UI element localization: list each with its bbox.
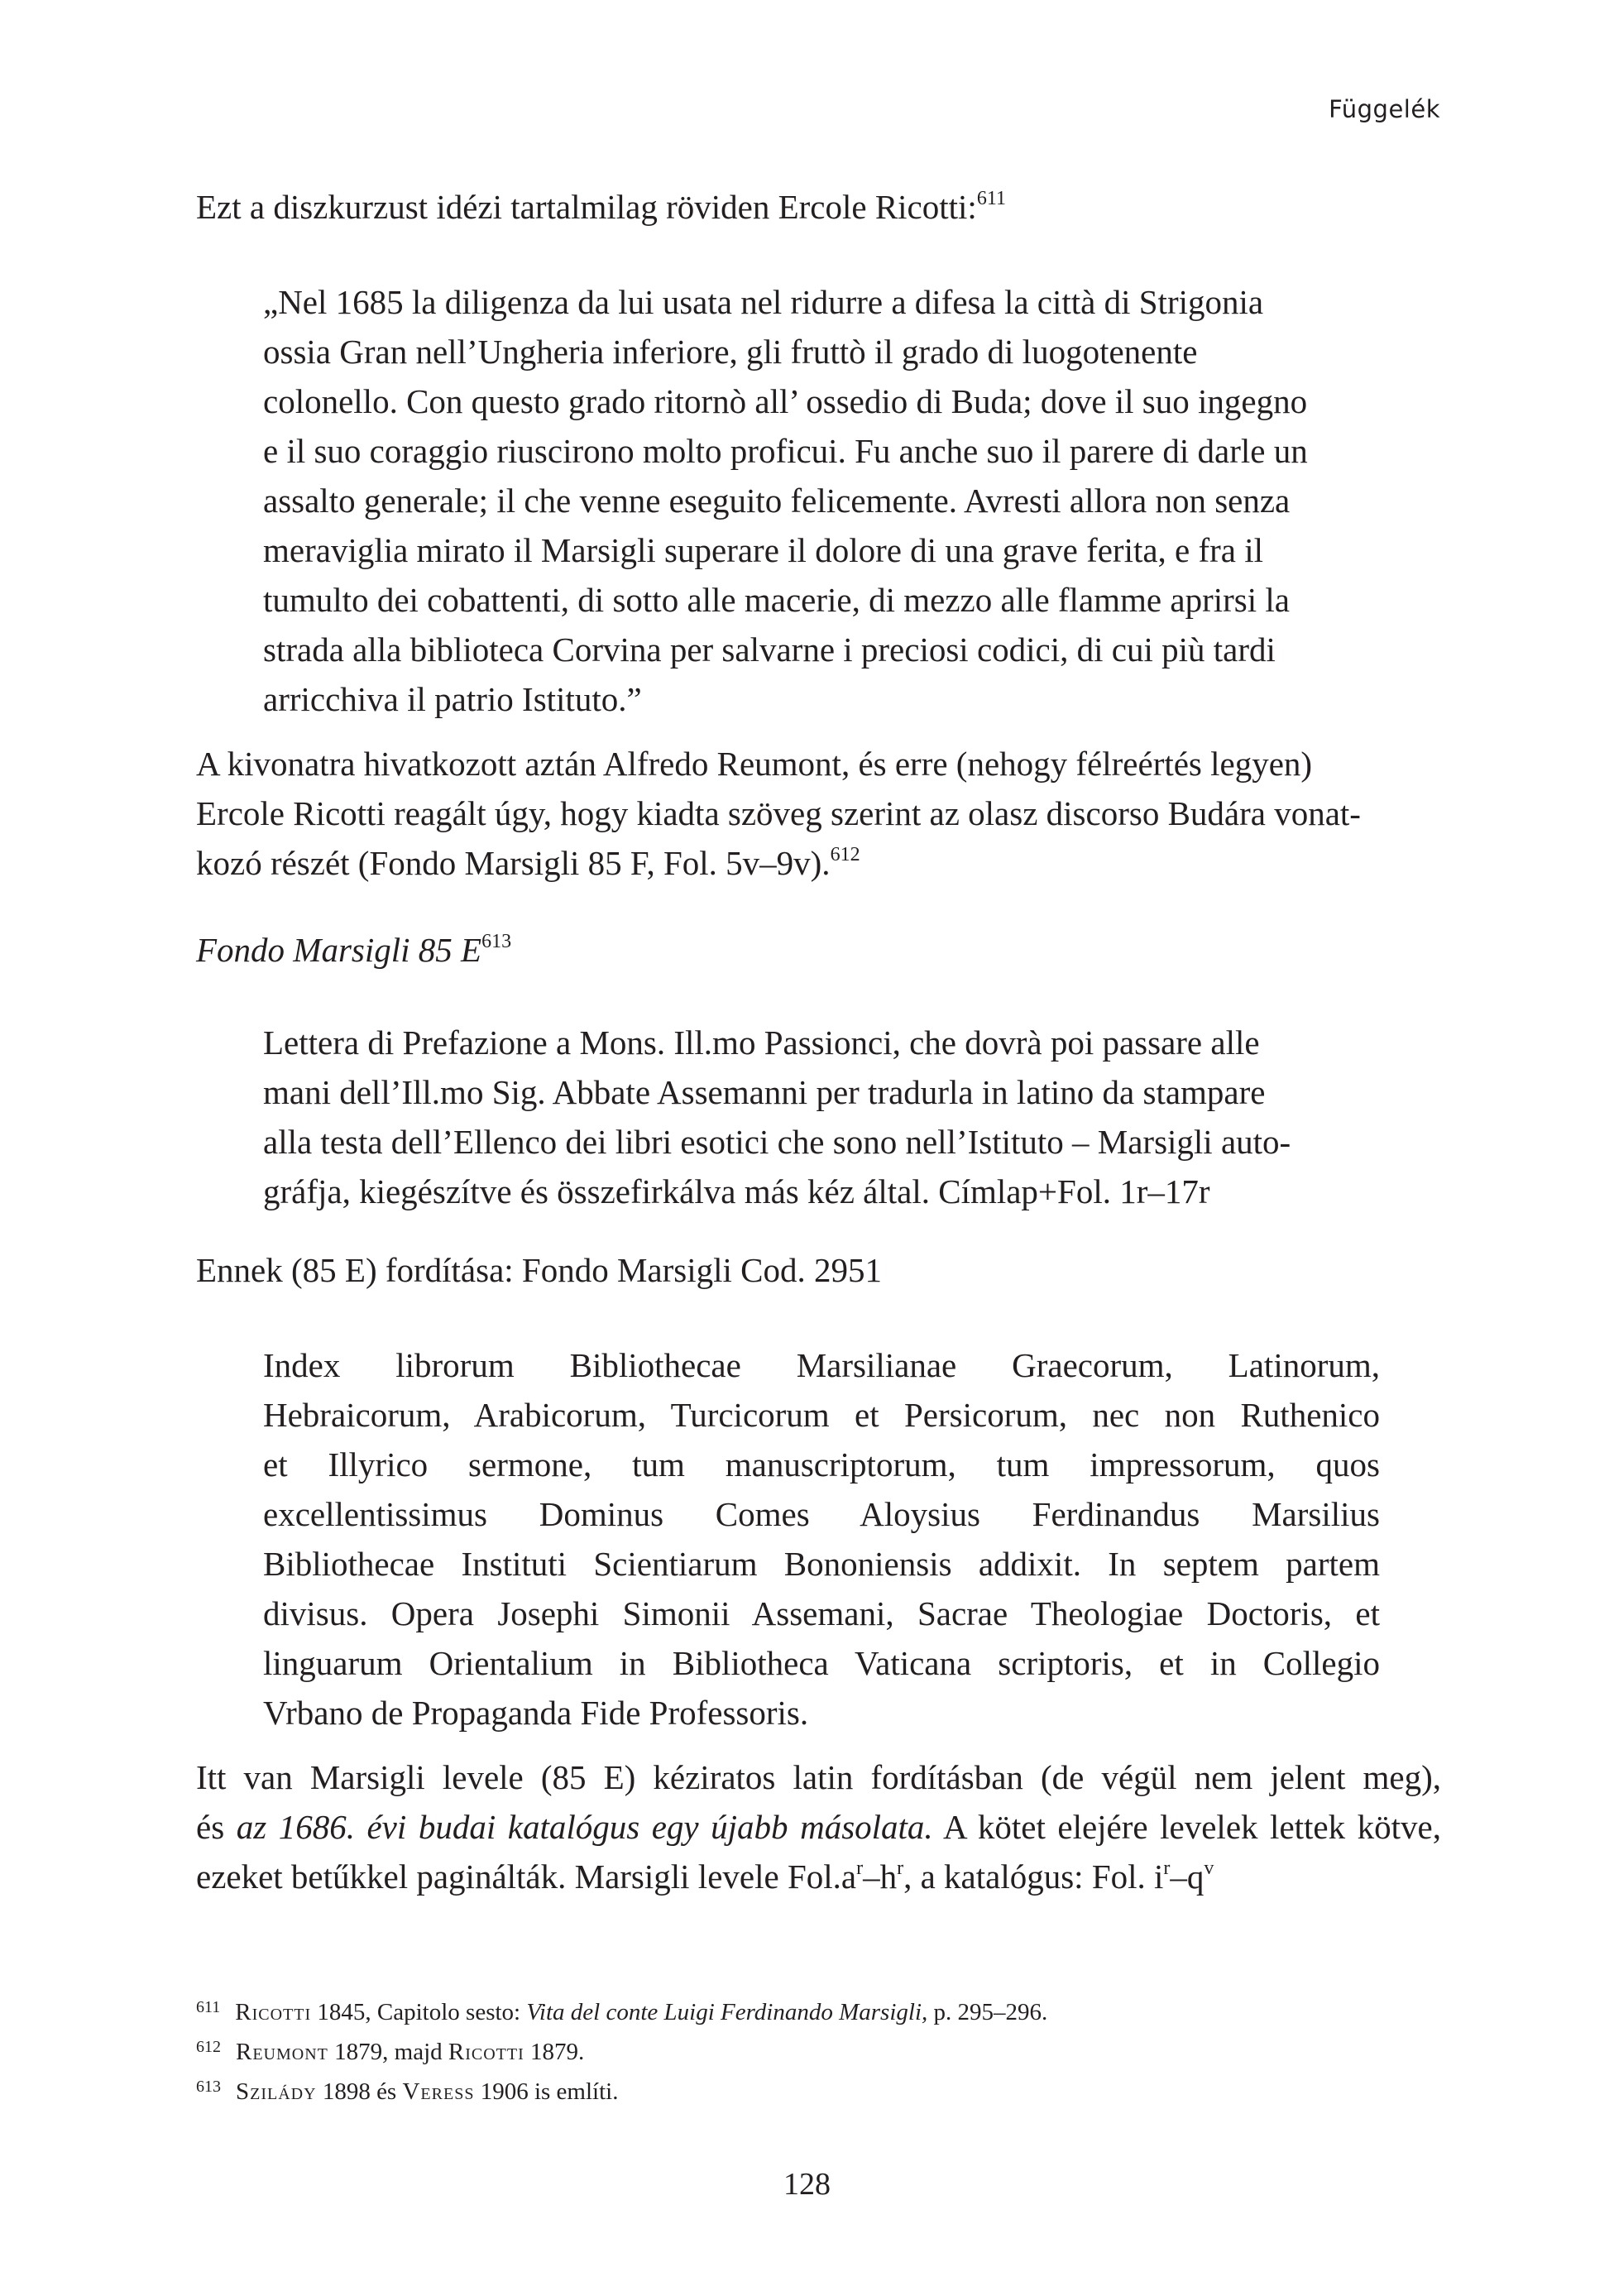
footnote-ref-612: 612 [830, 844, 860, 865]
footnote-author: Ricotti [448, 2039, 524, 2065]
page-number: 128 [783, 2167, 831, 2202]
quote-line: Lettera di Prefazione a Mons. Ill.mo Passionci, che dovrà poi passare alle [263, 1023, 1260, 1062]
section-heading-85e [196, 925, 1441, 975]
text-run: –h [863, 1857, 898, 1896]
quote-line: alla testa dell’Ellenco dei libri esotici che sono nell’Istituto – Marsigli auto- [263, 1123, 1291, 1161]
italic-run: az 1686. évi budai katalógus egy újabb másolata. [236, 1808, 933, 1846]
footnote-text: 1879. [524, 2039, 585, 2065]
paragraph-marsigli-letter [196, 1752, 1441, 1901]
paragraph-line [196, 1852, 1441, 1901]
quote-line: colonello. Con questo grado ritornò all’ ossedio di Buda; dove il suo ingegno [263, 382, 1308, 420]
paragraph-line [196, 1802, 1441, 1852]
paragraph-line: Itt van Marsigli levele (85 E) kéziratos latin fordításban (de végül nem jelent meg), [196, 1758, 1441, 1796]
recto-mark: r [897, 1857, 904, 1879]
block-quote-ricotti [263, 277, 1380, 724]
quote-line: ossia Gran nell’Ungheria inferiore, gli fruttò il grado di luogotenente [263, 333, 1198, 371]
footnote-ref-613: 613 [481, 931, 512, 952]
quote-line: „Nel 1685 la diligenza da lui usata nel ridurre a difesa la città di Strigonia [263, 283, 1264, 321]
quote-line: strada alla biblioteca Corvina per salvarne i preciosi codici, di cui più tardi [263, 630, 1276, 669]
quote-line: Vrbano de Propaganda Fide Professoris. [263, 1694, 809, 1732]
recto-mark: r [1163, 1857, 1171, 1879]
paragraph-translation: Ennek (85 E) fordítása: Fondo Marsigli Cod. 2951 [196, 1251, 883, 1289]
footnote-ref-611: 611 [976, 188, 1006, 209]
footnote-text: 1845, Capitolo sesto: [311, 1999, 527, 2025]
quote-line: meraviglia mirato il Marsigli superare il dolore di una grave ferita, e fra il [263, 531, 1264, 569]
intro-paragraph [196, 182, 1441, 232]
quote-line: divisus. Opera Josephi Simonii Assemani, Sacrae Theologiae Doctoris, et [263, 1594, 1380, 1632]
footnote-author: Ricotti [235, 1999, 312, 2025]
quote-line: mani dell’Ill.mo Sig. Abbate Assemanni per tradurla in latino da stampare [263, 1073, 1266, 1111]
quote-line: e il suo coraggio riuscirono molto proficui. Fu anche suo il parere di darle un [263, 432, 1308, 470]
text-run: ezeket betűkkel paginálták. Marsigli levele Fol.a [196, 1857, 857, 1896]
quote-line: et Illyrico sermone, tum manuscriptorum, tum impressorum, quos [263, 1445, 1380, 1484]
footnote-text: 1906 is említi. [474, 2078, 619, 2105]
quote-line: linguarum Orientalium in Bibliotheca Vaticana scriptoris, et in Collegio [263, 1644, 1380, 1682]
footnotes [196, 1990, 1441, 2109]
block-quote-lettera [263, 1018, 1380, 1216]
footnote-611 [196, 1990, 1441, 2030]
quote-line: Index librorum Bibliothecae Marsilianae Graecorum, Latinorum, [263, 1346, 1380, 1384]
footnote-author: Reumont [236, 2039, 328, 2065]
paragraph-line: Ercole Ricotti reagált úgy, hogy kiadta szöveg szerint az olasz discorso Budára vonat- [196, 794, 1361, 832]
quote-line: Hebraicorum, Arabicorum, Turcicorum et Persicorum, nec non Ruthenico [263, 1396, 1380, 1434]
block-quote-index [263, 1340, 1380, 1738]
verso-mark: v [1204, 1857, 1214, 1879]
paragraph-line [196, 838, 1441, 888]
recto-mark: r [856, 1857, 864, 1879]
text-run: A kötet elejére levelek lettek kötve, [932, 1808, 1442, 1846]
footnote-612 [196, 2030, 1441, 2069]
footnote-text: p. 295–296. [927, 1999, 1048, 2025]
footnote-title: Vita del conte Luigi Ferdinando Marsigli, [526, 1999, 928, 2025]
quote-line: assalto generale; il che venne eseguito felicemente. Avresti allora non senza [263, 482, 1291, 520]
footnote-author: Szilády [236, 2078, 317, 2105]
footnote-text: 1879, majd [328, 2039, 448, 2065]
paragraph-line-text: kozó részét (Fondo Marsigli 85 F, Fol. 5v–9v). [196, 844, 831, 882]
paragraph-reumont [196, 739, 1441, 888]
running-head: Függelék [1329, 95, 1440, 123]
quote-line: Bibliothecae Instituti Scientiarum Bononiensis addixit. In septem partem [263, 1545, 1380, 1583]
quote-line: excellentissimus Dominus Comes Aloysius Ferdinandus Marsilius [263, 1495, 1380, 1533]
heading-text: Fondo Marsigli 85 E [196, 931, 482, 969]
footnote-number: 612 [196, 2038, 221, 2056]
paragraph-line: A kivonatra hivatkozott aztán Alfredo Reumont, és erre (nehogy félreértés legyen) [196, 745, 1313, 783]
quote-line: gráfja, kiegészítve és összefirkálva más kéz által. Címlap+Fol. 1r–17r [263, 1172, 1210, 1210]
footnote-613 [196, 2069, 1441, 2109]
footnote-text: 1898 és [316, 2078, 403, 2105]
text-run: és [196, 1808, 237, 1846]
footnote-author: Veress [402, 2078, 475, 2105]
footnote-number: 613 [196, 2078, 221, 2096]
intro-text: Ezt a diszkurzust idézi tartalmilag röviden Ercole Ricotti: [196, 188, 977, 226]
quote-line: arricchiva il patrio Istituto.” [263, 680, 642, 718]
footnote-number: 611 [196, 1998, 221, 2016]
quote-line: tumulto dei cobattenti, di sotto alle macerie, di mezzo alle flamme aprirsi la [263, 581, 1290, 619]
text-run: , a katalógus: Fol. i [903, 1857, 1164, 1896]
text-run: –q [1170, 1857, 1205, 1896]
